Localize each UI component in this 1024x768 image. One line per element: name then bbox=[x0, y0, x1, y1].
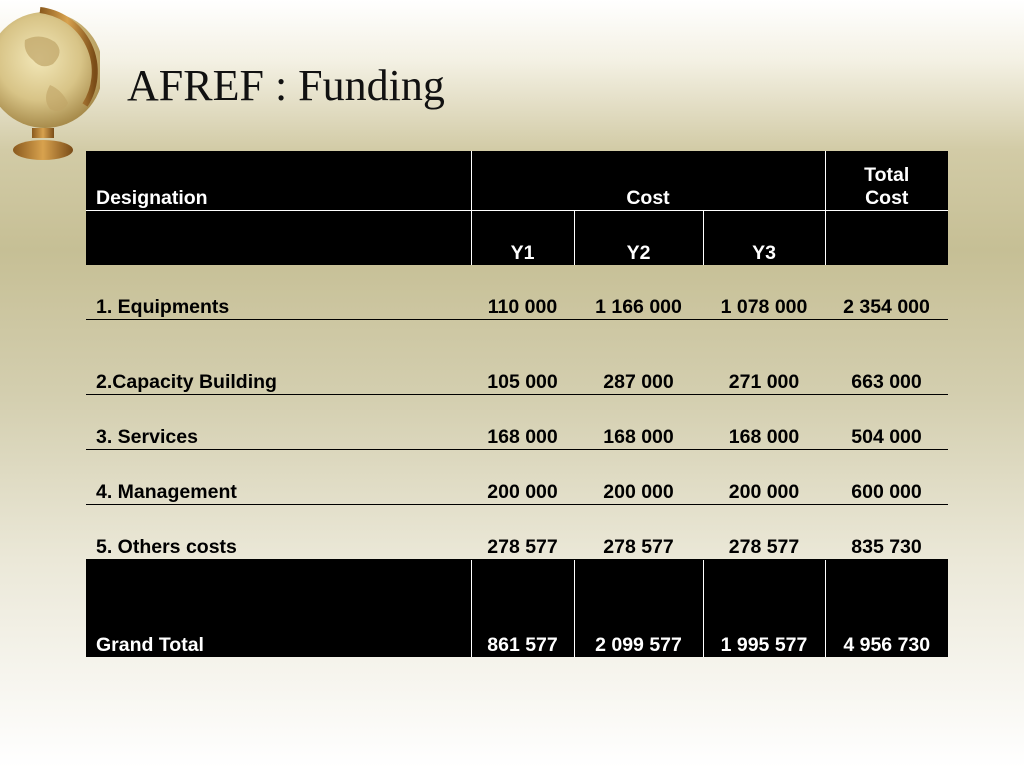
total-cost-header-line1: Total bbox=[864, 164, 910, 186]
table-row bbox=[86, 265, 948, 320]
total-cost-header-line2: Cost bbox=[865, 187, 909, 209]
year-header-y3: Y3 bbox=[703, 211, 825, 266]
table-row bbox=[86, 320, 948, 395]
row-y2: 287 000 bbox=[574, 320, 703, 395]
funding-table bbox=[86, 151, 948, 657]
globe-decoration bbox=[0, 0, 100, 170]
row-label: 3. Services bbox=[86, 395, 471, 450]
grand-total-row bbox=[86, 560, 948, 658]
slide-title: AFREF : Funding bbox=[127, 61, 445, 110]
row-y3: 271 000 bbox=[703, 320, 825, 395]
row-label: 5. Others costs bbox=[86, 505, 471, 560]
table-row bbox=[86, 505, 948, 560]
designation-header: Designation bbox=[86, 151, 471, 211]
row-y2: 200 000 bbox=[574, 450, 703, 505]
cost-header: Cost bbox=[471, 151, 825, 211]
row-y3: 168 000 bbox=[703, 395, 825, 450]
row-y1: 105 000 bbox=[471, 320, 574, 395]
grand-total-y3: 1 995 577 bbox=[703, 560, 825, 658]
year-header-row bbox=[86, 211, 948, 266]
row-y2: 168 000 bbox=[574, 395, 703, 450]
row-y3: 200 000 bbox=[703, 450, 825, 505]
table-row bbox=[86, 450, 948, 505]
row-y2: 1 166 000 bbox=[574, 265, 703, 320]
grand-total-y2: 2 099 577 bbox=[574, 560, 703, 658]
grand-total-y1: 861 577 bbox=[471, 560, 574, 658]
grand-total-total: 4 956 730 bbox=[825, 560, 948, 658]
empty-header-cell bbox=[825, 211, 948, 266]
row-y3: 1 078 000 bbox=[703, 265, 825, 320]
year-header-y1: Y1 bbox=[471, 211, 574, 266]
year-header-y2: Y2 bbox=[574, 211, 703, 266]
row-y3: 278 577 bbox=[703, 505, 825, 560]
row-label: 1. Equipments bbox=[86, 265, 471, 320]
grand-total-label: Grand Total bbox=[86, 560, 471, 658]
row-total: 663 000 bbox=[825, 320, 948, 395]
total-cost-header bbox=[825, 151, 948, 211]
table-header-row bbox=[86, 151, 948, 211]
row-label: 4. Management bbox=[86, 450, 471, 505]
empty-header-cell bbox=[86, 211, 471, 266]
row-y1: 200 000 bbox=[471, 450, 574, 505]
row-total: 2 354 000 bbox=[825, 265, 948, 320]
row-y2: 278 577 bbox=[574, 505, 703, 560]
row-y1: 168 000 bbox=[471, 395, 574, 450]
row-total: 835 730 bbox=[825, 505, 948, 560]
row-total: 600 000 bbox=[825, 450, 948, 505]
row-y1: 278 577 bbox=[471, 505, 574, 560]
row-total: 504 000 bbox=[825, 395, 948, 450]
row-y1: 110 000 bbox=[471, 265, 574, 320]
row-label: 2.Capacity Building bbox=[86, 320, 471, 395]
table-row bbox=[86, 395, 948, 450]
